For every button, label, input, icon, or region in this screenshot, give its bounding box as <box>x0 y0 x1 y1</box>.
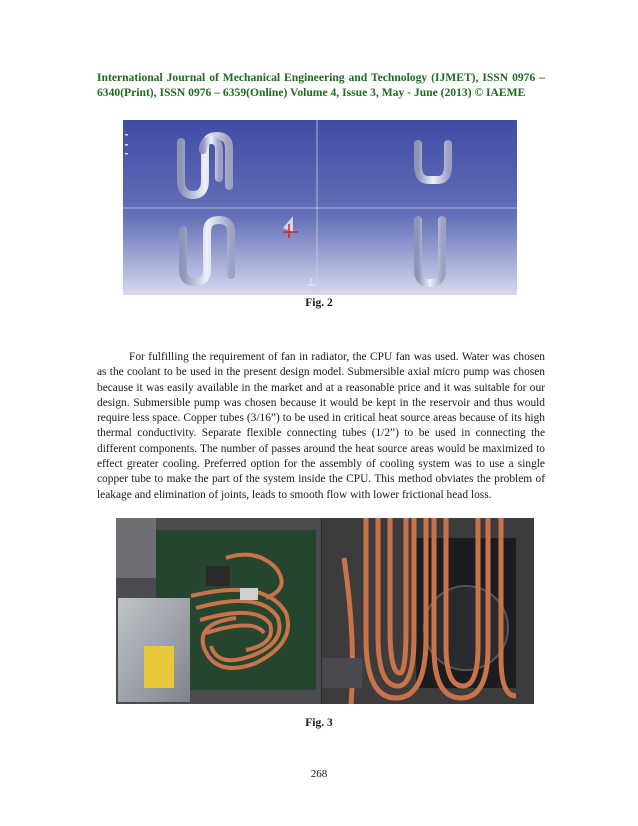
fig2-caption: Fig. 2 <box>305 297 333 309</box>
fig3-caption: Fig. 3 <box>305 717 333 729</box>
page-number: 268 <box>310 768 328 780</box>
fig3-photo <box>116 518 534 704</box>
body-paragraph: For fulfilling the requirement of fan in radiator, the CPU fan was used. Water was chosen as the coolant to be used in the present design model. Submersible axial micro pump was chosen because it was easily available in the market and at a reasonable price and it was suitable for our design. Submersible pump was chosen because it would be kept in the reservoir and thus would require less space. Copper tubes (3/16”) to be used in critical heat source areas because of its high thermal conductivity. Separate flexible connecting tubes (1/2”) to be used in connecting the different components. The number of passes around the heat source areas would be maximized to effect greater cooling. Preferred option for the assembly of cooling system was to use a single copper tube to make the part of the system inside the CPU. This method obviates the problem of leakage and elimination of joints, leads to smooth flow with lower frictional head loss. <box>97 351 545 501</box>
journal-header: International Journal of Mechanical Engineering and Technology (IJMET), ISSN 0976 – 6340(Print), ISSN 0976 – 6359(Online) Volume 4, Issue 3, May - June (2013) © IAEME <box>97 71 545 99</box>
fig2-cad-image <box>123 120 517 295</box>
